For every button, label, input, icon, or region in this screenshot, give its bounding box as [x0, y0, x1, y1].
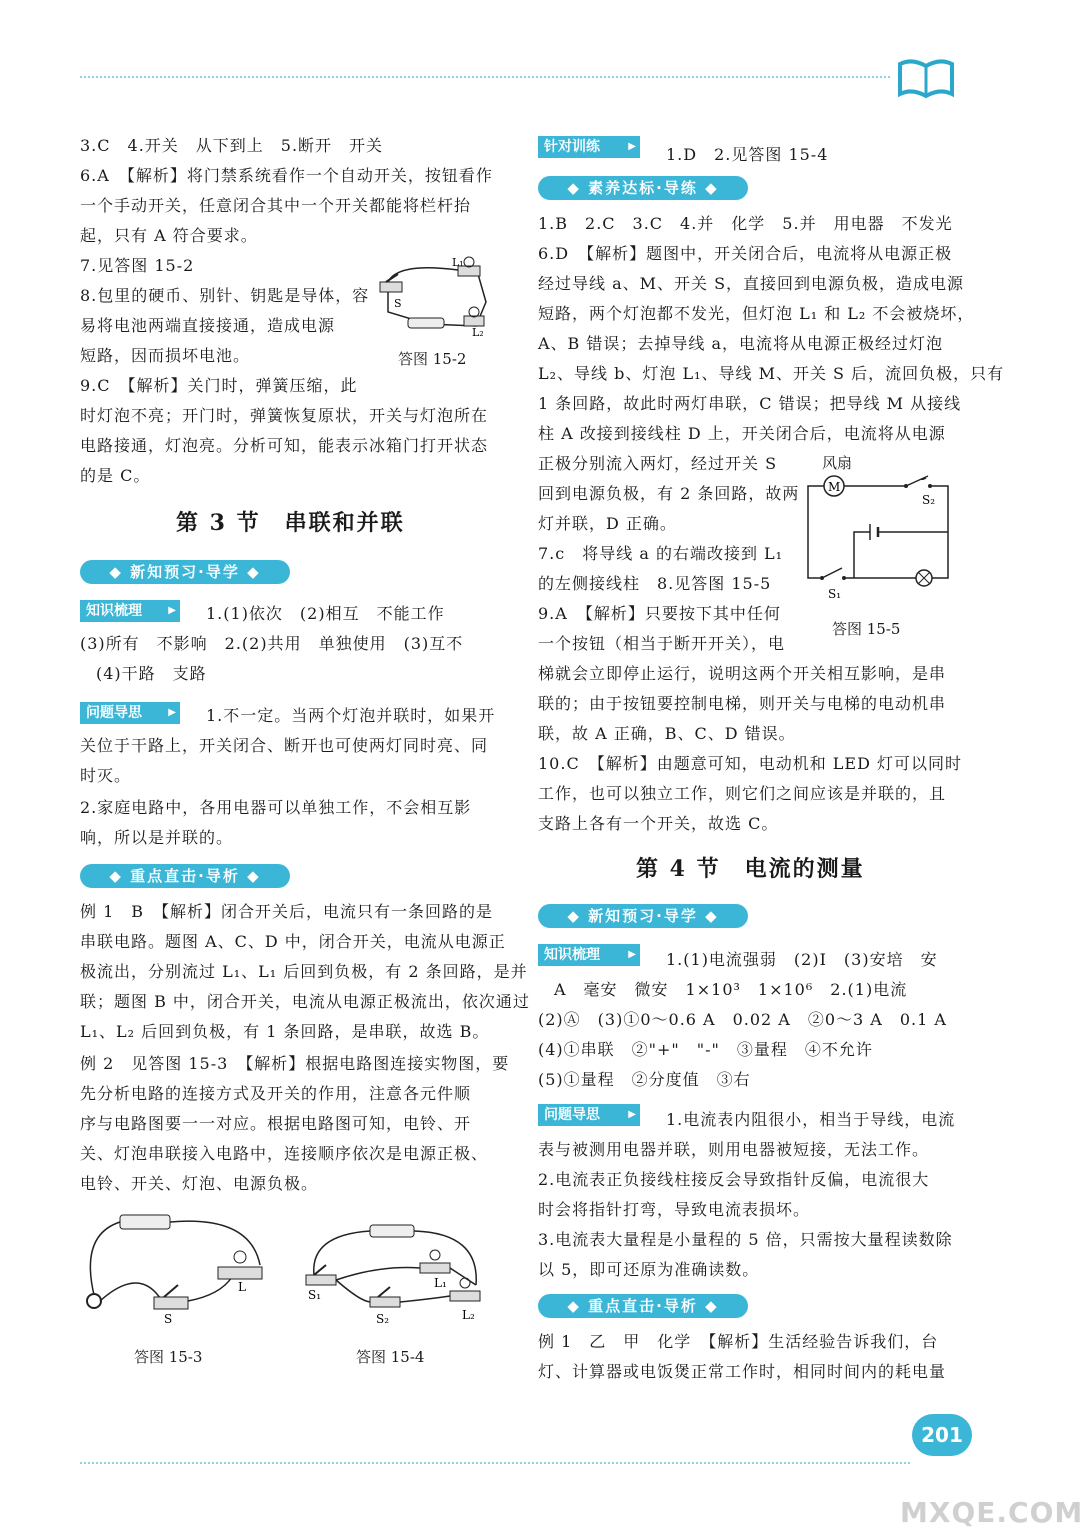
figure-caption: 答图 15-3 — [134, 1348, 203, 1366]
circuit-figure-15-5 — [796, 452, 962, 612]
book-icon — [896, 56, 956, 100]
text-line: 2.电流表正负接线柱接反会导致指针反偏，电流很大 — [538, 1170, 930, 1189]
text-line: 1.(1)电流强弱 (2)I (3)安培 安 — [666, 950, 938, 969]
text-line: 时会将指针打弯，导致电流表损坏。 — [538, 1200, 811, 1219]
circuit-figure-15-4 — [300, 1215, 500, 1330]
circuit-figure-15-3 — [80, 1205, 280, 1325]
text-line: 3.电流表大量程是小量程的 5 倍，只需按大量程读数除 — [538, 1230, 953, 1249]
svg-text:S₂: S₂ — [922, 493, 936, 507]
text-line: 9.A 【解析】只要按下其中任何 — [538, 604, 781, 623]
svg-text:L₂: L₂ — [462, 1308, 475, 1322]
text-line: 起，只有 A 符合要求。 — [80, 226, 258, 245]
svg-text:S₁: S₁ — [828, 587, 842, 601]
text-line: 正极分别流入两灯，经过开关 S — [538, 454, 778, 473]
text-line: 1.D 2.见答图 15-4 — [666, 145, 829, 164]
text-line: 例 2 见答图 15-3 【解析】根据电路图连接实物图，要 — [80, 1054, 510, 1073]
svg-text:S₁: S₁ — [308, 1288, 322, 1302]
text-line: 7.见答图 15-2 — [80, 256, 195, 275]
text-line: 回到电源负极，有 2 条回路，故两 — [538, 484, 800, 503]
svg-text:S: S — [394, 297, 402, 310]
text-line: 9.C 【解析】关门时，弹簧压缩，此 — [80, 376, 358, 395]
text-line: 表与被测用电器并联，则用电器被短接，无法工作。 — [538, 1140, 930, 1159]
svg-text:S₂: S₂ — [376, 1312, 390, 1326]
text-line: 1.不一定。当两个灯泡并联时，如果开 — [206, 706, 496, 725]
text-line: 联的；由于按钮要控制电梯，则开关与电梯的电动机串 — [538, 694, 947, 713]
banner-key-points: ◆ 重点直击·导析 ◆ — [80, 864, 290, 888]
tag-knowledge: 知识梳理 ▶ — [80, 600, 180, 622]
text-line: L₂、导线 b、灯泡 L₁、导线 M、开关 S 后，流回负极，只有 — [538, 364, 1005, 383]
text-line: 时灭。 — [80, 766, 132, 785]
text-line: A 毫安 微安 1×10³ 1×10⁶ 2.(1)电流 — [554, 980, 908, 999]
text-line: 联；题图 B 中，闭合开关，电流从电源正极流出，依次通过 — [80, 992, 530, 1011]
text-line: 一个手动开关，任意闭合其中一个开关都能将栏杆抬 — [80, 196, 472, 215]
svg-text:L₂: L₂ — [472, 326, 484, 339]
text-line: 灯并联，D 正确。 — [538, 514, 677, 533]
text-line: 一个按钮（相当于断开开关），电 — [538, 634, 786, 653]
text-line: 8.包里的硬币、别针、钥匙是导体，容 — [80, 286, 370, 305]
figure-caption: 答图 15-4 — [356, 1348, 425, 1366]
text-line: 7.c 将导线 a 的右端改接到 L₁ — [538, 544, 784, 563]
text-line: 串联电路。题图 A、C、D 中，闭合开关，电流从电源正 — [80, 932, 506, 951]
tag-questions: 问题导思 ▶ — [80, 702, 180, 724]
svg-text:L₁: L₁ — [452, 256, 464, 269]
text-line: 的是 C。 — [80, 466, 151, 485]
banner-literacy: ◆ 素养达标·导练 ◆ — [538, 176, 748, 200]
text-line: 支路上各有一个开关，故选 C。 — [538, 814, 779, 833]
text-line: 电铃、开关、灯泡、电源负极。 — [80, 1174, 319, 1193]
text-line: 关、灯泡串联接入电路中，连接顺序依次是电源正极、 — [80, 1144, 489, 1163]
text-line: 以 5，即可还原为准确读数。 — [538, 1260, 760, 1279]
banner-new-knowledge: ◆ 新知预习·导学 ◆ — [538, 904, 748, 928]
text-line: 1 条回路，故此时两灯串联，C 错误；把导线 M 从接线 — [538, 394, 962, 413]
text-line: 经过导线 a、M、开关 S，直接回到电源负极，造成电源 — [538, 274, 965, 293]
watermark: MXQE.COM — [900, 1496, 1083, 1529]
footer-dotted-line — [80, 1462, 910, 1464]
text-line: (5)①量程 ②分度值 ③右 — [538, 1070, 751, 1089]
text-line: 例 1 乙 甲 化学 【解析】生活经验告诉我们，台 — [538, 1332, 939, 1351]
svg-text:L: L — [238, 1280, 246, 1294]
text-line: 2.家庭电路中，各用电器可以单独工作，不会相互影 — [80, 798, 472, 817]
banner-new-knowledge: ◆ 新知预习·导学 ◆ — [80, 560, 290, 584]
text-line: 易将电池两端直接接通，造成电源 — [80, 316, 336, 335]
section-title: 第 3 节 串联和并联 — [176, 510, 405, 536]
text-line: 1.电流表内阻很小，相当于导线，电流 — [666, 1110, 956, 1129]
text-line: 联，故 A 正确，B、C、D 错误。 — [538, 724, 796, 743]
tag-knowledge: 知识梳理 ▶ — [538, 944, 640, 966]
text-line: 关位于干路上，开关闭合、断开也可使两灯同时亮、同 — [80, 736, 489, 755]
text-line: 6.A 【解析】将门禁系统看作一个自动开关，按钮看作 — [80, 166, 493, 185]
section-title: 第 4 节 电流的测量 — [636, 856, 865, 882]
text-line: L₁、L₂ 后回到负极，有 1 条回路，是串联，故选 B。 — [80, 1022, 490, 1041]
text-line: (4)①串联 ②"+" "-" ③量程 ④不允许 — [538, 1040, 873, 1059]
text-line: 短路，两个灯泡都不发光，但灯泡 L₁ 和 L₂ 不会被烧坏， — [538, 304, 975, 323]
svg-text:L₁: L₁ — [434, 1276, 447, 1290]
text-line: 响，所以是并联的。 — [80, 828, 234, 847]
tag-targeted-training: 针对训练 ▶ — [538, 136, 640, 158]
text-line: 电路接通，灯泡亮。分析可知，能表示冰箱门打开状态 — [80, 436, 489, 455]
text-line: 10.C 【解析】由题意可知，电动机和 LED 灯可以同时 — [538, 754, 962, 773]
text-line: 例 1 B 【解析】闭合开关后，电流只有一条回路的是 — [80, 902, 494, 921]
text-line: 工作，也可以独立工作，则它们之间应该是并联的，且 — [538, 784, 947, 803]
text-line: 序与电路图要一一对应。根据电路图可知，电铃、开 — [80, 1114, 472, 1133]
text-line: 极流出，分别流过 L₁、L₁ 后回到负极，有 2 条回路，是并 — [80, 962, 528, 981]
text-line: 的左侧接线柱 8.见答图 15-5 — [538, 574, 772, 593]
figure-label-fan: 风扇 — [822, 454, 853, 472]
text-line: 3.C 4.开关 从下到上 5.断开 开关 — [80, 136, 384, 155]
text-line: 柱 A 改接到接线柱 D 上，开关闭合后，电流将从电源 — [538, 424, 946, 443]
text-line: 6.D 【解析】题图中，开关闭合后，电流将从电源正极 — [538, 244, 953, 263]
text-line: (3)所有 不影响 2.(2)共用 单独使用 (3)互不 — [80, 634, 464, 653]
circuit-figure-15-2 — [368, 252, 498, 342]
text-line: 1.B 2.C 3.C 4.并 化学 5.并 用电器 不发光 — [538, 214, 953, 233]
figure-caption: 答图 15-2 — [398, 350, 467, 368]
page-number: 201 — [921, 1423, 963, 1447]
text-line: 灯、计算器或电饭煲正常工作时，相同时间内的耗电量 — [538, 1362, 947, 1381]
figure-caption: 答图 15-5 — [832, 620, 901, 638]
text-line: 短路，因而损坏电池。 — [80, 346, 251, 365]
text-line: (4)干路 支路 — [96, 664, 207, 683]
banner-key-points: ◆ 重点直击·导析 ◆ — [538, 1294, 748, 1318]
svg-text:S: S — [164, 1312, 173, 1326]
text-line: A、B 错误；去掉导线 a，电流将从电源正极经过灯泡 — [538, 334, 944, 353]
text-line: (2)Ⓐ (3)①0～0.6 A 0.02 A ②0～3 A 0.1 A — [538, 1010, 947, 1029]
text-line: 时灯泡不亮；开门时，弹簧恢复原状，开关与灯泡所在 — [80, 406, 489, 425]
svg-text:M: M — [828, 480, 841, 494]
header-dotted-line — [80, 76, 890, 78]
tag-questions: 问题导思 ▶ — [538, 1104, 640, 1126]
text-line: 1.(1)依次 (2)相互 不能工作 — [206, 604, 445, 623]
text-line: 梯就会立即停止运行，说明这两个开关相互影响，是串 — [538, 664, 947, 683]
text-line: 先分析电路的连接方式及开关的作用，注意各元件顺 — [80, 1084, 472, 1103]
